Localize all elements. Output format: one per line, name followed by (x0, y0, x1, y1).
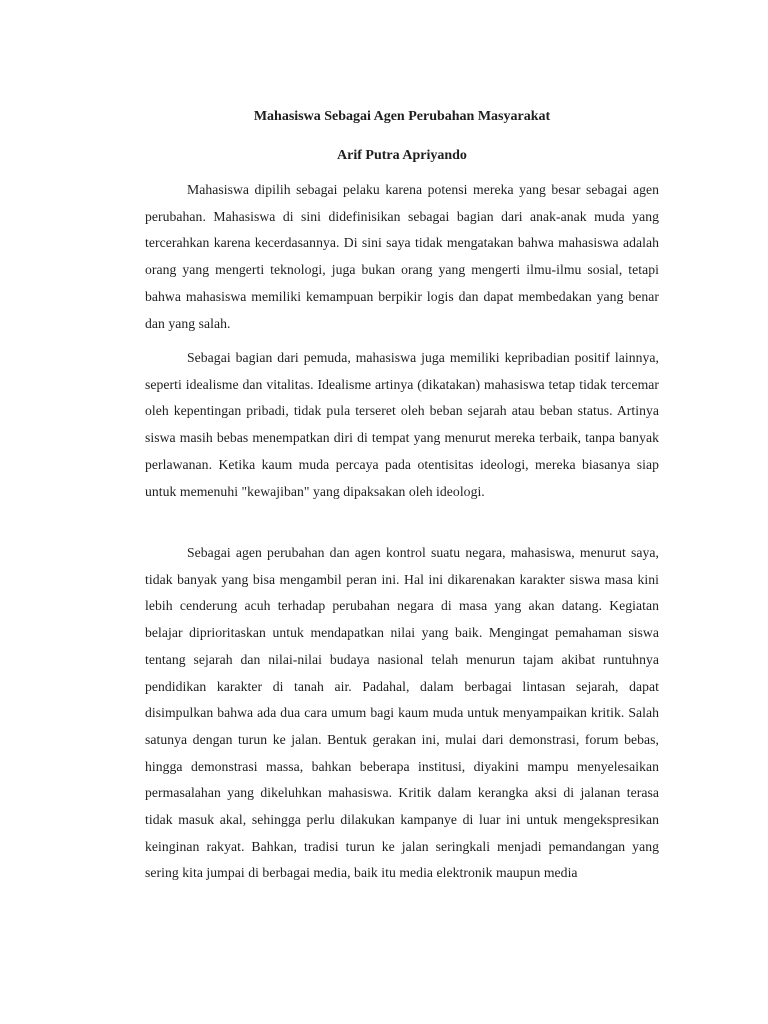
paragraph: Sebagai bagian dari pemuda, mahasiswa juga memiliki kepribadian positif lainnya, seperti idealisme dan vitalitas. Idealisme artinya (dikatakan) mahasiswa tetap tidak tercemar oleh kepentingan pribadi, tidak pula terseret oleh beban sejarah atau beban status. Artinya siswa masih bebas menempatkan diri di tempat yang menurut mereka terbaik, tanpa banyak perlawanan. Ketika kaum muda percaya pada otentisitas ideologi, mereka biasanya siap untuk memenuhi "kewajiban" yang dipaksakan oleh ideologi. (145, 350, 659, 499)
paragraph: Sebagai agen perubahan dan agen kontrol suatu negara, mahasiswa, menurut saya, tidak banyak yang bisa mengambil peran ini. Hal ini dikarenakan karakter siswa masa kini lebih cenderung acuh terhadap perubahan negara di masa yang akan datang. Kegiatan belajar diprioritaskan untuk mendapatkan nilai yang baik. Mengingat pemahaman siswa tentang sejarah dan nilai-nilai budaya nasional telah menurun tajam akibat runtuhnya pendidikan karakter di tanah air. Padahal, dalam berbagai lintasan sejarah, dapat disimpulkan bahwa ada dua cara umum bagi kaum muda untuk menyampaikan kritik. Salah satunya dengan turun ke jalan. Bentuk gerakan ini, mulai dari demonstrasi, forum bebas, hingga demonstrasi massa, bahkan beberapa institusi, diyakini mampu menyelesaikan permasalahan yang dikeluhkan mahasiswa. Kritik dalam kerangka aksi di jalanan terasa tidak masuk akal, sehingga perlu dilakukan kampanye di luar ini untuk mengekspresikan keinginan rakyat. Bahkan, tradisi turun ke jalan seringkali menjadi pemandangan yang sering kita jumpai di berbagai media, baik itu media elektronik maupun media (145, 545, 659, 881)
document-title: Mahasiswa Sebagai Agen Perubahan Masyarakat (253, 109, 551, 124)
document-author: Arif Putra Apriyando (337, 148, 467, 163)
paragraph: Mahasiswa dipilih sebagai pelaku karena potensi mereka yang besar sebagai agen perubahan. Mahasiswa di sini didefinisikan sebagai bagian dari anak-anak muda yang tercerahkan karena kecerdasannya. Di sini saya tidak mengatakan bahwa mahasiswa adalah orang yang mengerti teknologi, juga bukan orang yang mengerti ilmu-ilmu sosial, tetapi bahwa mahasiswa memiliki kemampuan berpikir logis dan dapat membedakan yang benar dan yang salah. (145, 182, 659, 331)
